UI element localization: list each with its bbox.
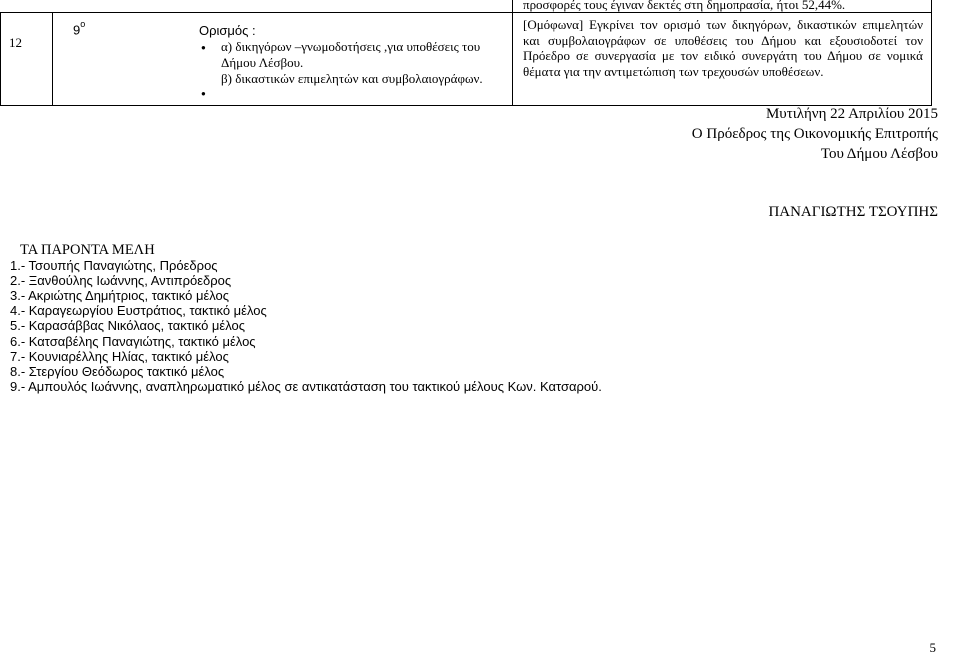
decision-text: [Ομόφωνα] Εγκρίνει τον ορισμό των δικηγόρων, δικαστικών επιμελητών και συμβολαιογράφων σε υποθέσεις του Δήμου και εξουσιοδοτεί τον Πρόεδρο σε συνεργασία με τον ειδικό συνεργάτη του Δήμου σε νομικά θέματα για την αντιμετώπιση των τρεχουσών υποθέσεων. [523,17,923,79]
list-item: 9.- Αμπουλός Ιωάννης, αναπληρωματικό μέλος σε αντικατάσταση του τακτικού μέλους Κων. Κατσαρού. [10,378,602,394]
item-number: $9^o$ [73,19,86,38]
list-item: 8.- Στεργίου Θεόδωρος τακτικό μέλος [10,363,225,379]
signer-role: Ο Πρόεδρος της Οικονομικής Επιτροπής [691,126,938,142]
subject-item-b: β) δικαστικών επιμελητών και συμβολαιογράφων. [221,71,483,86]
signer-name: ΠΑΝΑΓΙΩΤΗΣ ΤΣΟΥΠΗΣ [768,204,938,220]
list-item: 7.- Κουνιαρέλλης Ηλίας, τακτικό μέλος [10,348,229,364]
agenda-table [0,0,932,106]
bullet-icon: ● [201,89,206,98]
members-heading: ΤΑ ΠΑΡΟΝΤΑ ΜΕΛΗ [20,242,155,258]
subject-cell [53,13,513,106]
list-item: 1.- Τσουπής Παναγιώτης, Πρόεδρος [10,258,218,274]
bullet-icon: ● [201,43,206,52]
list-item: 2.- Ξανθούλης Ιωάννης, Αντιπρόεδρος [10,273,232,289]
signer-role-org: Του Δήμου Λέσβου [820,146,938,162]
signature-block [692,104,938,164]
list-item: 4.- Καραγεωργίου Ευστράτιος, τακτικό μέλος [10,303,267,319]
list-item: 3.- Ακριώτης Δημήτριος, τακτικό μέλος [10,288,230,304]
list-item: 5.- Καρασάββας Νικόλαος, τακτικό μέλος [10,318,246,334]
place-date: Μυτιλήνη 22 Απριλίου 2015 [765,106,938,122]
page-number: 5 [929,640,936,655]
subject-item-a-cont: Δήμου Λέσβου. [221,55,304,70]
subject-title: Ορισμός : [199,23,256,38]
decision-cell [513,13,932,106]
row-number: 12 [1,13,53,106]
members-list [10,243,602,394]
list-item: 6.- Κατσαβέλης Παναγιώτης, τακτικό μέλος [10,333,256,349]
subject-item-a: α) δικηγόρων –γνωμοδοτήσεις ,για υποθέσεις του [221,39,481,54]
previous-decision-tail: προσφορές τους έγιναν δεκτές στη δημοπρασία, ήτοι 52,44%. [523,0,846,12]
